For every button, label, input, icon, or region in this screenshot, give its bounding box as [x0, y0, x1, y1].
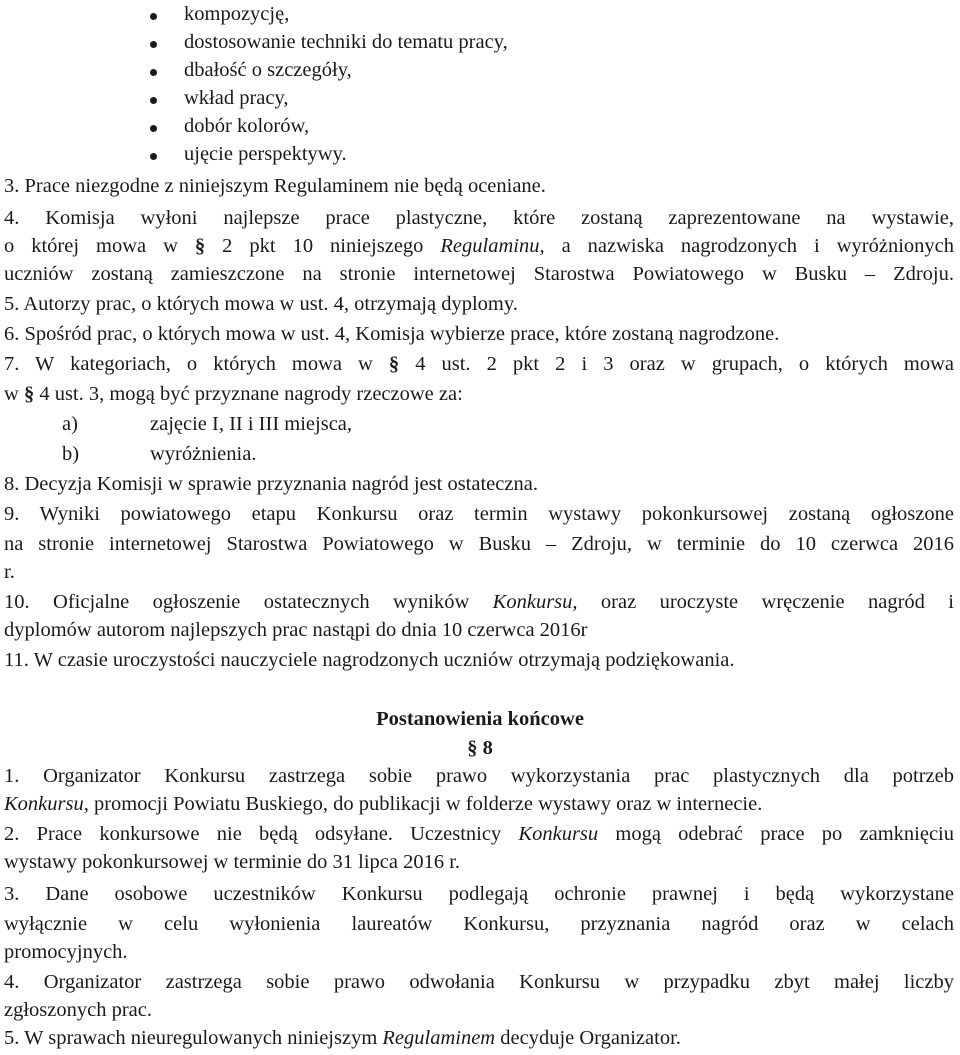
- sub-item-text: zajęcie I, II i III miejsca,: [150, 413, 353, 435]
- italic-text: Konkursu: [492, 591, 573, 613]
- text: 7. W kategoriach, o których mowa w: [4, 353, 389, 375]
- italic-text: Konkursu: [4, 793, 84, 815]
- text: , promocji Powiatu Buskiego, do publikacji w folderze wystawy oraz w internecie.: [83, 793, 763, 815]
- sub-item-b: [4, 440, 954, 468]
- paragraph-7-line-1: [4, 350, 954, 378]
- final-paragraph-4-line-2: zgłoszonych prac.: [4, 999, 152, 1021]
- text: 10. Oficjalne ogłoszenie ostatecznych wyników: [4, 591, 493, 613]
- paragraph-6: 6. Spośród prac, o których mowa w ust. 4, Komisja wybierze prace, które zostaną nagrodzone.: [4, 323, 780, 345]
- bullet-icon: [150, 125, 157, 132]
- final-paragraph-1-line-2: [4, 790, 954, 818]
- final-paragraph-4-line-1: 4. Organizator zastrzega sobie prawo odwołania Konkursu w przypadku zbyt małej liczby: [4, 971, 954, 993]
- paragraph-4-line-3: uczniów zostaną zamieszczone na stronie internetowej Starostwa Powiatowego w Busku – Zdroju.: [4, 263, 954, 285]
- paragraph-10-line-2: dyplomów autorom najlepszych prac nastąpi do dnia 10 czerwca 2016r: [4, 619, 588, 641]
- list-item: [4, 140, 954, 168]
- final-paragraph-1-line-1: 1. Organizator Konkursu zastrzega sobie prawo wykorzystania prac plastycznych dla potrzeb: [4, 765, 954, 787]
- final-paragraph-3-line-1: 3. Dane osobowe uczestników Konkursu podlegają ochronie prawnej i będą wykorzystane: [4, 883, 954, 905]
- section-number: § 8: [467, 737, 493, 759]
- bullet-icon: [150, 13, 157, 20]
- text: 4 ust. 2 pkt 2 i 3 oraz w grupach, o których mowa: [399, 353, 954, 375]
- text: 2 pkt 10 niniejszego: [205, 235, 441, 257]
- text: decyduje Organizator.: [495, 1027, 681, 1049]
- list-item: [4, 112, 954, 140]
- paragraph-4-line-2: [4, 232, 954, 260]
- section-sign: §: [194, 235, 206, 257]
- italic-text: Konkursu: [518, 823, 599, 845]
- text: mogą odebrać prace po zamknięciu: [598, 823, 954, 845]
- list-item-text: ujęcie perspektywy.: [184, 143, 347, 165]
- list-item-text: wkład pracy,: [184, 87, 289, 109]
- paragraph-8: 8. Decyzja Komisji w sprawie przyznania nagród jest ostateczna.: [4, 473, 538, 495]
- sub-item-a: [4, 410, 954, 438]
- text: 5. W sprawach nieuregulowanych niniejszym: [4, 1027, 383, 1049]
- section-sign: §: [23, 383, 35, 405]
- list-item-text: dbałość o szczegóły,: [184, 59, 352, 81]
- text: 2. Prace konkursowe nie będą odsyłane. Uczestnicy: [4, 823, 519, 845]
- bullet-icon: [150, 97, 157, 104]
- sub-item-label: a): [62, 413, 78, 435]
- list-item: [4, 84, 954, 112]
- paragraph-9-line-1: 9. Wyniki powiatowego etapu Konkursu oraz termin wystawy pokonkursowej zostaną ogłoszone: [4, 503, 954, 525]
- paragraph-4-line-1: 4. Komisja wyłoni najlepsze prace plastyczne, które zostaną zaprezentowane na wystawie,: [4, 207, 954, 229]
- list-item-text: kompozycję,: [184, 3, 290, 25]
- list-item: [4, 56, 954, 84]
- section-sign: §: [388, 353, 400, 375]
- paragraph-9-line-2: na stronie internetowej Starostwa Powiatowego w Busku – Zdroju, w terminie do 10 czerwca 2016: [4, 533, 954, 555]
- bullet-icon: [150, 41, 157, 48]
- italic-text: Regulaminu: [440, 235, 540, 257]
- italic-text: Regulaminem: [382, 1027, 496, 1049]
- sub-item-text: wyróżnienia.: [150, 443, 257, 465]
- bullet-icon: [150, 69, 157, 76]
- final-paragraph-3-line-2: wyłącznie w celu wyłonienia laureatów Konkursu, przyznania nagród oraz w celach: [4, 913, 954, 935]
- section-heading: Postanowienia końcowe: [376, 708, 584, 730]
- paragraph-7-line-2: [4, 380, 954, 408]
- paragraph-9-line-3: r.: [4, 561, 15, 583]
- list-item-text: dobór kolorów,: [184, 115, 310, 137]
- paragraph-3: 3. Prace niezgodne z niniejszym Regulaminem nie będą oceniane.: [4, 175, 546, 197]
- text: w: [4, 383, 24, 405]
- text: 4 ust. 3, mogą być przyznane nagrody rzeczowe za:: [34, 383, 463, 405]
- text: , oraz uroczyste wręczenie nagród i: [572, 591, 954, 613]
- paragraph-5: 5. Autorzy prac, o których mowa w ust. 4, otrzymają dyplomy.: [4, 293, 518, 315]
- paragraph-10-line-1: [4, 588, 954, 616]
- bullet-icon: [150, 153, 157, 160]
- list-item: [4, 28, 954, 56]
- final-paragraph-5: [4, 1024, 954, 1052]
- paragraph-11: 11. W czasie uroczystości nauczyciele nagrodzonych uczniów otrzymają podziękowania.: [4, 649, 735, 671]
- text: o której mowa w: [4, 235, 195, 257]
- final-paragraph-3-line-3: promocyjnych.: [4, 941, 128, 963]
- final-paragraph-2-line-1: [4, 820, 954, 848]
- final-paragraph-2-line-2: wystawy pokonkursowej w terminie do 31 lipca 2016 r.: [4, 851, 461, 873]
- list-item: [4, 0, 954, 28]
- text: , a nazwiska nagrodzonych i wyróżnionych: [539, 235, 954, 257]
- sub-item-label: b): [62, 443, 80, 465]
- list-item-text: dostosowanie techniki do tematu pracy,: [184, 31, 508, 53]
